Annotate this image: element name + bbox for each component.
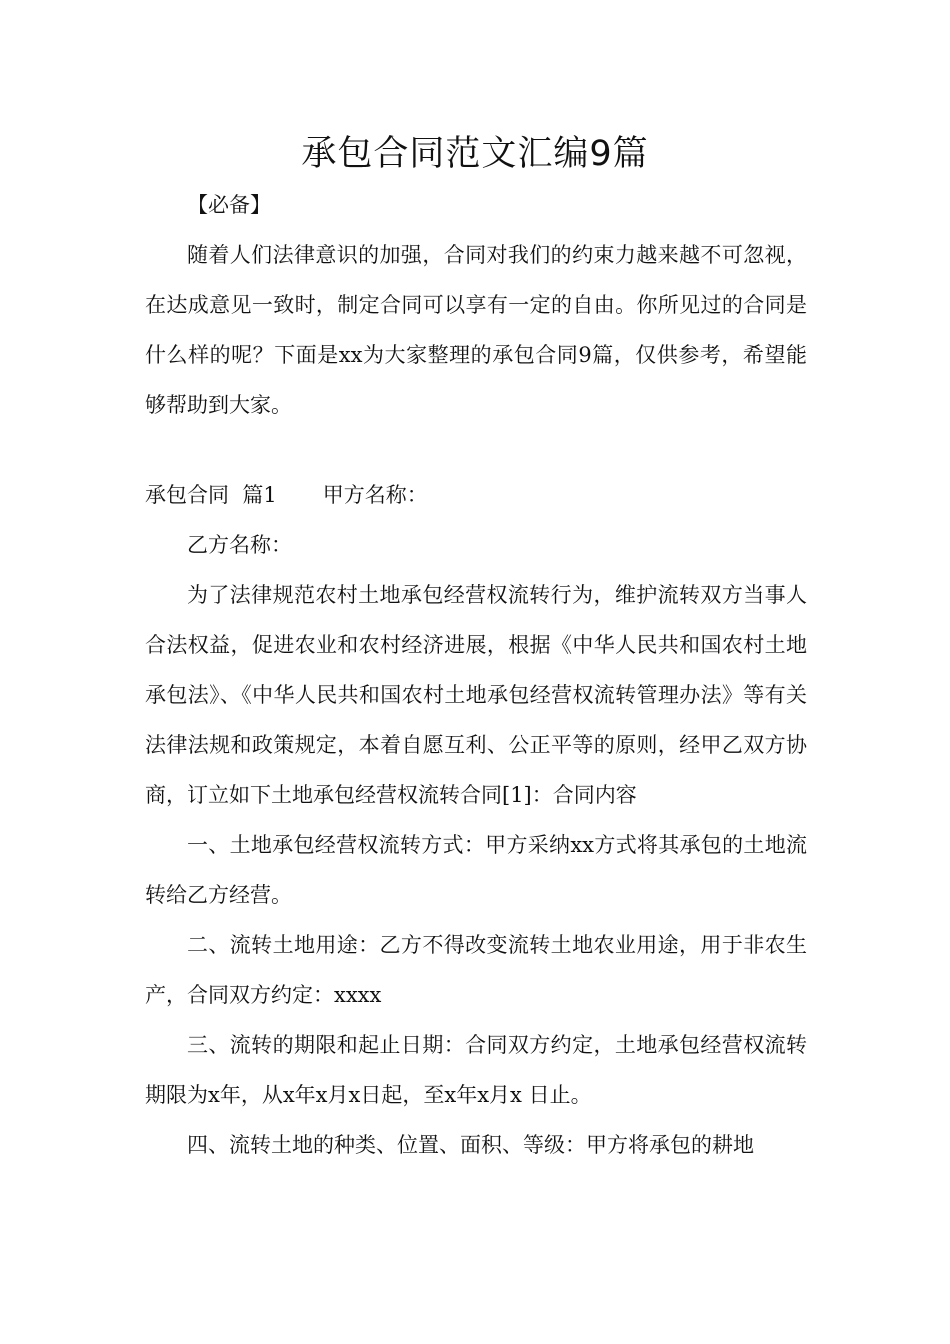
document-title: 承包合同范文汇编9篇 bbox=[301, 134, 649, 174]
section-heading-line bbox=[145, 470, 807, 520]
document-body bbox=[145, 180, 807, 1170]
clause-3: 三、流转的期限和起止日期：合同双方约定，土地承包经营权流转期限为x年，从x年x月x日起，至x年x月x 日止。 bbox=[145, 1033, 807, 1107]
clause-2: 二、流转土地用途：乙方不得改变流转土地农业用途，用于非农生产，合同双方约定：xxxx bbox=[145, 933, 807, 1007]
document-tag: 【必备】 bbox=[187, 193, 271, 217]
clause-4: 四、流转土地的种类、位置、面积、等级：甲方将承包的耕地 bbox=[187, 1133, 754, 1157]
section-heading: 承包合同 篇1 bbox=[145, 483, 277, 507]
clause-1: 一、土地承包经营权流转方式：甲方采纳xx方式将其承包的土地流转给乙方经营。 bbox=[145, 833, 807, 907]
party-a-label: 甲方名称： bbox=[322, 483, 428, 507]
party-b-label: 乙方名称： bbox=[187, 533, 292, 557]
section-gap bbox=[145, 430, 807, 470]
intro-paragraph: 随着人们法律意识的加强，合同对我们的约束力越来越不可忽视，在达成意见一致时，制定合同可以享有一定的自由。你所见过的合同是什么样的呢？下面是xx为大家整理的承包合同9篇，仅供参考，希望能够帮助到大家。 bbox=[145, 243, 807, 417]
preamble-paragraph: 为了法律规范农村土地承包经营权流转行为，维护流转双方当事人合法权益，促进农业和农村经济进展，根据《中华人民共和国农村土地承包法》、《中华人民共和国农村土地承包经营权流转管理办法》等有关法律法规和政策规定，本着自愿互利、公正平等的原则，经甲乙双方协商，订立如下土地承包经营权流转合同[1]：合同内容 bbox=[145, 583, 807, 807]
